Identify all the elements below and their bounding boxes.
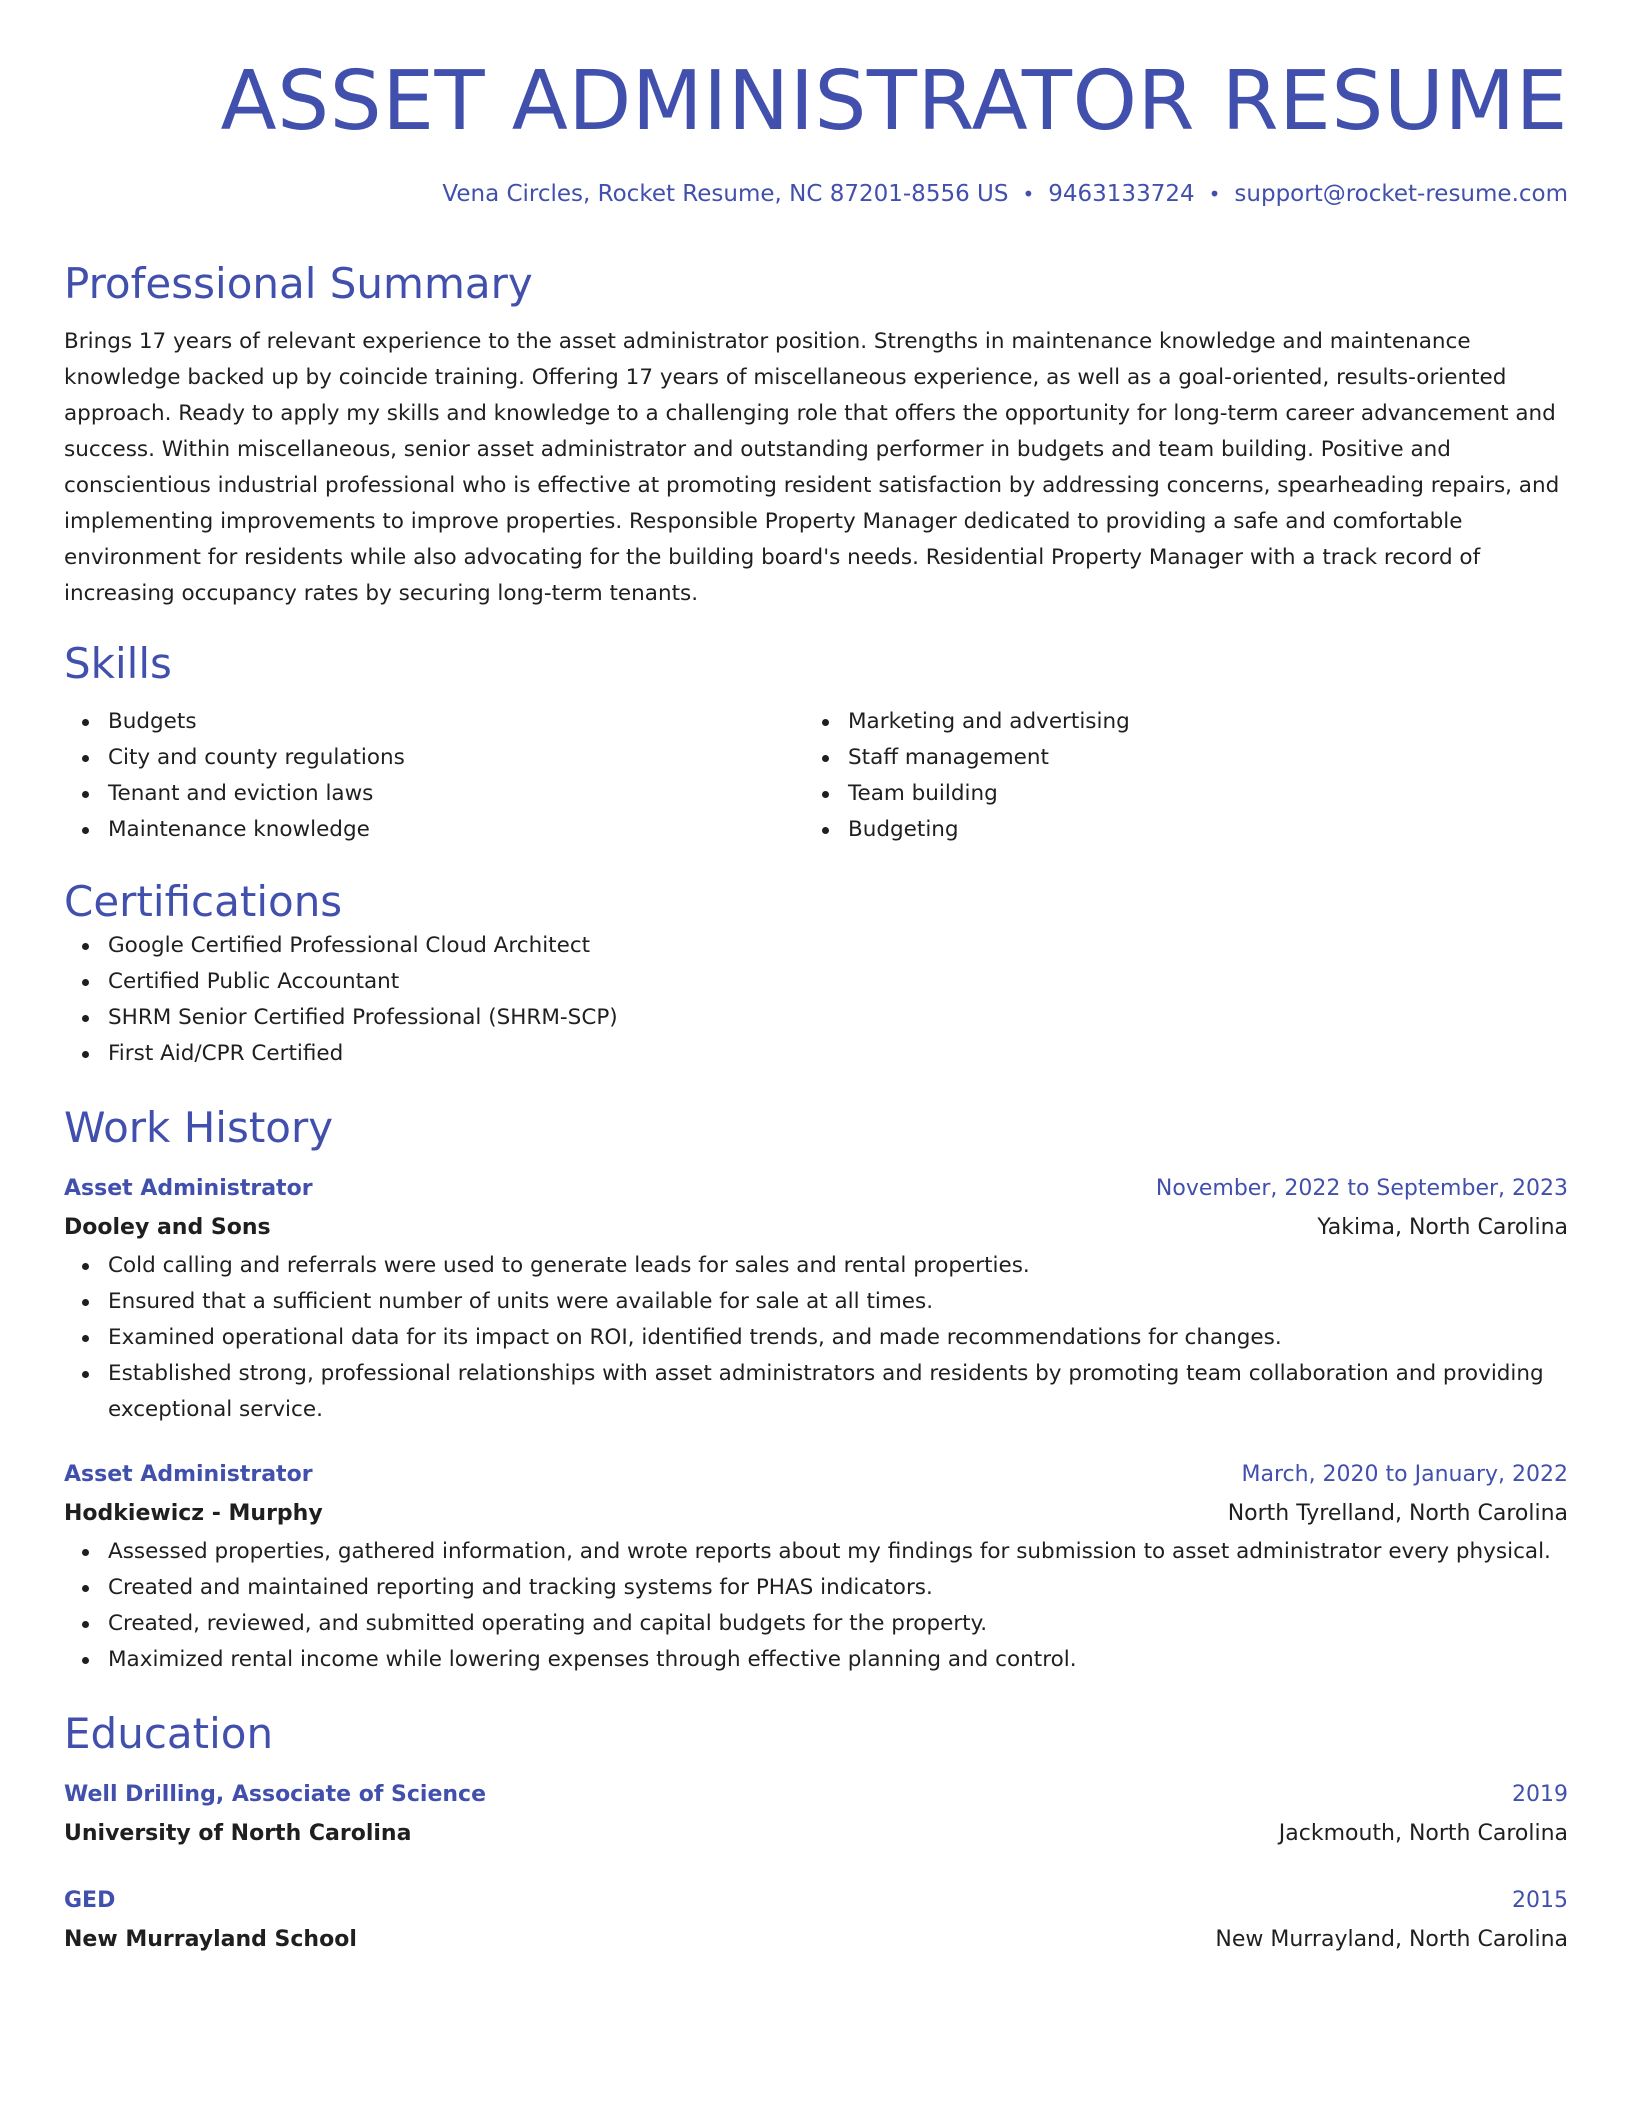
skill-item: Tenant and eviction laws: [108, 776, 804, 812]
section-title-summary: Professional Summary: [64, 259, 533, 308]
job-role: Asset Administrator: [64, 1176, 313, 1201]
skills-list-right: [804, 704, 1544, 848]
job-bullet: Maximized rental income while lowering expenses through effective planning and control.: [108, 1642, 1568, 1678]
section-title-certifications: Certifications: [64, 877, 343, 926]
certification-item: SHRM Senior Certified Professional (SHRM-SCP): [108, 1000, 1568, 1036]
skill-item: Budgets: [108, 704, 804, 740]
certification-item: Certified Public Accountant: [108, 964, 1568, 1000]
certification-item: First Aid/CPR Certified: [108, 1036, 1568, 1072]
job-bullet: Created and maintained reporting and tracking systems for PHAS indicators.: [108, 1570, 1568, 1606]
certifications-list: [64, 928, 1568, 1072]
resume-title: ASSET ADMINISTRATOR RESUME: [220, 54, 1568, 149]
skill-item: City and county regulations: [108, 740, 804, 776]
job-entry: [64, 1456, 1568, 1678]
job-company-row: [64, 1494, 1568, 1534]
certification-item: Google Certified Professional Cloud Architect: [108, 928, 1568, 964]
education-location: Jackmouth, North Carolina: [1278, 1821, 1568, 1846]
job-bullet-list: [64, 1534, 1568, 1678]
education-degree: Well Drilling, Associate of Science: [64, 1782, 487, 1807]
contact-email[interactable]: support@rocket-resume.com: [1234, 181, 1568, 207]
job-location: North Tyrelland, North Carolina: [1227, 1501, 1568, 1526]
job-bullet-list: [64, 1248, 1568, 1428]
job-bullet: Created, reviewed, and submitted operating and capital budgets for the property.: [108, 1606, 1568, 1642]
job-location: Yakima, North Carolina: [1317, 1215, 1568, 1240]
contact-line: [64, 178, 1568, 210]
education-location: New Murrayland, North Carolina: [1215, 1927, 1568, 1952]
section-title-education: Education: [64, 1709, 274, 1758]
work-history-section: [64, 1102, 1568, 1678]
education-entry: [64, 1882, 1568, 1960]
education-school: University of North Carolina: [64, 1821, 412, 1846]
contact-separator: •: [1208, 182, 1221, 206]
skills-column-right: [804, 704, 1544, 848]
job-role: Asset Administrator: [64, 1462, 313, 1487]
job-header-row: [64, 1456, 1568, 1494]
education-school-row: [64, 1814, 1568, 1854]
education-school-row: [64, 1920, 1568, 1960]
skills-section: [64, 638, 1568, 848]
job-bullet: Assessed properties, gathered information, and wrote reports about my findings for submission to asset administrator every physical.: [108, 1534, 1568, 1570]
section-title-skills: Skills: [64, 639, 172, 688]
job-company: Hodkiewicz - Murphy: [64, 1501, 323, 1526]
job-dates: November, 2022 to September, 2023: [1155, 1176, 1568, 1201]
education-entry: [64, 1776, 1568, 1854]
job-entry: [64, 1170, 1568, 1428]
certifications-section: [64, 876, 1568, 1072]
contact-separator: •: [1022, 182, 1035, 206]
section-title-work-history: Work History: [64, 1103, 334, 1152]
education-degree: GED: [64, 1888, 116, 1913]
professional-summary-section: [64, 258, 1568, 612]
education-section: [64, 1708, 1568, 1960]
education-header-row: [64, 1882, 1568, 1920]
skill-item: Budgeting: [848, 812, 1544, 848]
job-bullet: Cold calling and referrals were used to generate leads for sales and rental properties.: [108, 1248, 1568, 1284]
job-bullet: Established strong, professional relationships with asset administrators and residents by promoting team collaboration and providing exceptional service.: [108, 1356, 1568, 1428]
skills-list-left: [64, 704, 804, 848]
skills-grid: [64, 704, 1568, 848]
job-dates: March, 2020 to January, 2022: [1241, 1462, 1568, 1487]
job-header-row: [64, 1170, 1568, 1208]
summary-text: Brings 17 years of relevant experience to the asset administrator position. Strengths in maintenance knowledge and maintenance knowledge backed up by coincide training. Offering 17 years of miscellaneous experience, as well as a goal-oriented, results-oriented approach. Ready to apply my skills and knowledge to a challenging role that offers the opportunity for long-term career advancement and success. Within miscellaneous, senior asset administrator and outstanding performer in budgets and team building. Positive and conscientious industrial professional who is effective at promoting resident satisfaction by addressing concerns, spearheading repairs, and implementing improvements to improve properties. Responsible Property Manager dedicated to providing a safe and comfortable environment for residents while also advocating for the building board's needs. Residential Property Manager with a track record of increasing occupancy rates by securing long-term tenants.: [64, 329, 1560, 606]
skill-item: Marketing and advertising: [848, 704, 1544, 740]
education-year: 2019: [1512, 1782, 1568, 1807]
job-bullet: Examined operational data for its impact on ROI, identified trends, and made recommendations for changes.: [108, 1320, 1568, 1356]
job-company-row: [64, 1208, 1568, 1248]
skills-column-left: [64, 704, 804, 848]
skill-item: Team building: [848, 776, 1544, 812]
job-company: Dooley and Sons: [64, 1215, 271, 1240]
education-year: 2015: [1512, 1888, 1568, 1913]
contact-phone: 9463133724: [1048, 181, 1195, 207]
skill-item: Staff management: [848, 740, 1544, 776]
education-header-row: [64, 1776, 1568, 1814]
education-school: New Murrayland School: [64, 1927, 357, 1952]
resume-header: [64, 52, 1568, 210]
contact-address: Vena Circles, Rocket Resume, NC 87201-8556 US: [442, 181, 1009, 207]
job-bullet: Ensured that a sufficient number of units were available for sale at all times.: [108, 1284, 1568, 1320]
skill-item: Maintenance knowledge: [108, 812, 804, 848]
